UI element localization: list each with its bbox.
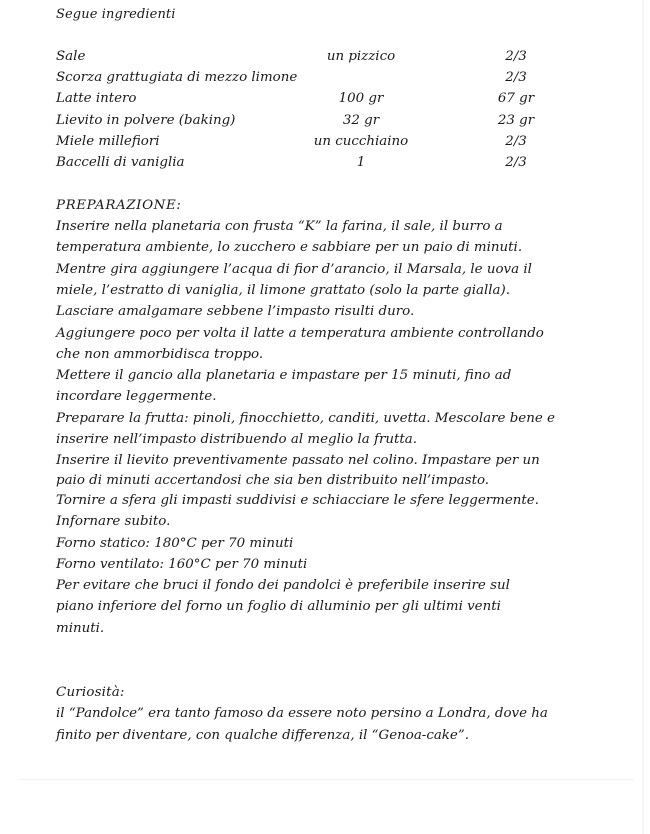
ingredient-ratio: 67 gr [497, 91, 535, 106]
preparation-line: inserire nell’impasto distribuendo al meglio la frutta. [56, 432, 417, 447]
preparation-line: Preparare la frutta: pinoli, finocchietto, canditi, uvetta. Mescolare bene e [56, 411, 555, 426]
preparation-line: Aggiungere poco per volta il latte a temperatura ambiente controllando [56, 326, 544, 341]
ingredient-name: Lievito in polvere (baking) [56, 113, 236, 128]
preparation-title: PREPARAZIONE: [56, 198, 182, 213]
ingredient-name: Miele millefiori [56, 134, 160, 149]
ingredient-row [56, 154, 596, 172]
ingredient-name: Sale [56, 49, 86, 64]
preparation-line: Per evitare che bruci il fondo dei pandolci è preferibile inserire sul [56, 578, 510, 593]
preparation-line: Mettere il gancio alla planetaria e impastare per 15 minuti, fino ad [56, 368, 512, 383]
ingredient-ratio: 2/3 [505, 49, 527, 64]
preparation-line: Inserire il lievito preventivamente passato nel colino. Impastare per un [56, 453, 540, 468]
ingredient-name: Baccelli di vaniglia [56, 155, 185, 170]
preparation-line: Forno ventilato: 160°C per 70 minuti [56, 557, 308, 572]
ingredient-ratio: 2/3 [505, 155, 527, 170]
preparation-line: piano inferiore del forno un foglio di alluminio per gli ultimi venti [56, 599, 501, 614]
preparation-line: Mentre gira aggiungere l’acqua di fior d’arancio, il Marsala, le uova il [56, 262, 532, 277]
preparation-line: Forno statico: 180°C per 70 minuti [56, 536, 294, 551]
preparation-line: Lasciare amalgamare sebbene l’impasto risulti duro. [56, 304, 415, 319]
ingredient-quantity: un cucchiaino [313, 134, 409, 149]
ingredient-quantity: un pizzico [326, 49, 396, 64]
ingredient-row [56, 48, 596, 66]
preparation-line: temperatura ambiente, lo zucchero e sabbiare per un paio di minuti. [56, 240, 523, 255]
ingredient-row [56, 90, 596, 108]
curiosity-title: Curiosità: [56, 685, 125, 700]
ingredient-ratio: 2/3 [505, 134, 527, 149]
page-bottom-divider [18, 779, 634, 780]
ingredient-ratio: 23 gr [497, 113, 535, 128]
preparation-line: Infornare subito. [56, 514, 171, 529]
curiosity-line: finito per diventare, con qualche differenza, il “Genoa-cake”. [56, 728, 469, 743]
preparation-line: che non ammorbidisca troppo. [56, 347, 264, 362]
curiosity-line: il “Pandolce” era tanto famoso da essere noto persino a Londra, dove ha [56, 706, 548, 721]
ingredient-ratio: 2/3 [505, 70, 527, 85]
section-header: Segue ingredienti [56, 7, 176, 22]
ingredient-quantity: 100 gr [338, 91, 384, 106]
ingredient-name: Scorza grattugiata di mezzo limone [56, 70, 298, 85]
preparation-line: Tornire a sfera gli impasti suddivisi e schiacciare le sfere leggermente. [56, 493, 539, 508]
ingredient-row [56, 69, 596, 87]
preparation-line: paio di minuti accertandosi che sia ben distribuito nell’impasto. [56, 473, 490, 488]
ingredient-row [56, 133, 596, 151]
page-right-edge [642, 0, 644, 834]
ingredient-quantity: 1 [356, 155, 366, 170]
preparation-line: miele, l’estratto di vaniglia, il limone grattato (solo la parte gialla). [56, 283, 511, 298]
preparation-line: incordare leggermente. [56, 389, 217, 404]
ingredient-row [56, 112, 596, 130]
preparation-line: Inserire nella planetaria con frusta “K” la farina, il sale, il burro a [56, 219, 503, 234]
ingredient-name: Latte intero [56, 91, 137, 106]
preparation-line: minuti. [56, 621, 105, 636]
ingredient-quantity: 32 gr [342, 113, 380, 128]
